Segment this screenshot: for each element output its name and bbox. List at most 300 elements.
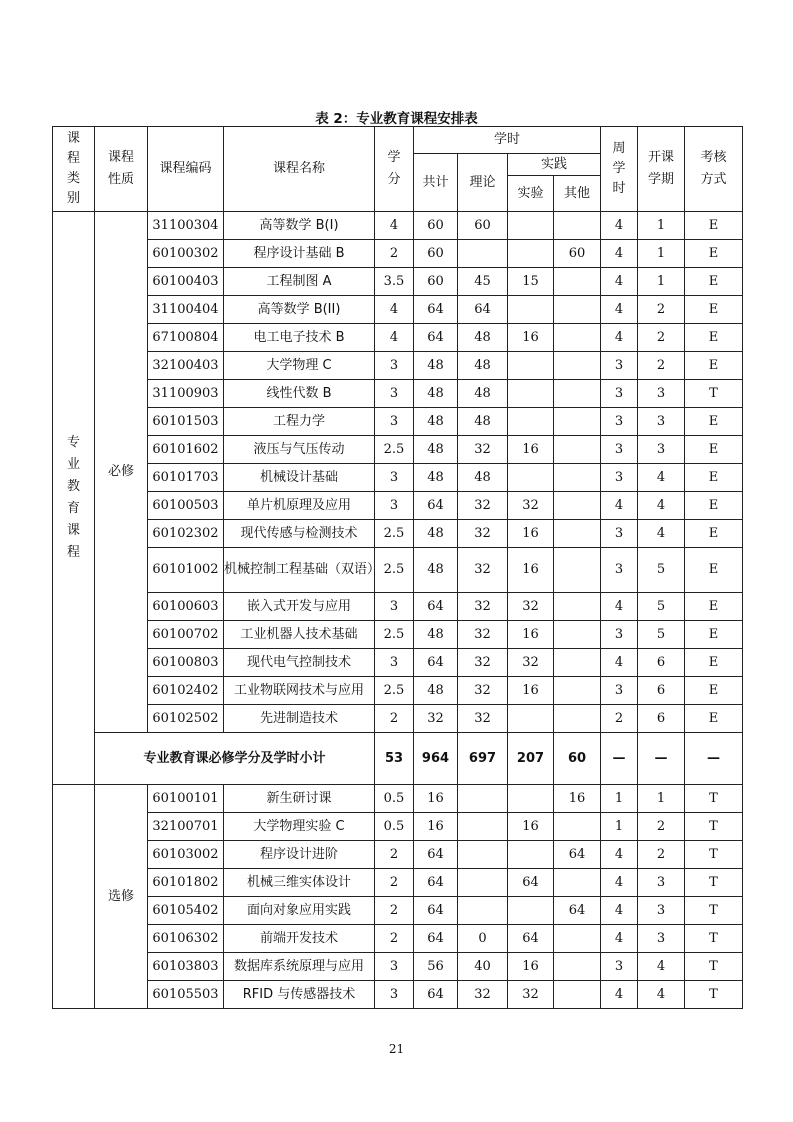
table-row [53,677,743,705]
cell-code: 32100403 [148,352,224,380]
cell-semester: 5 [638,548,685,593]
cell-other [554,548,601,593]
cell-weekly: 4 [601,897,638,925]
table-row [53,981,743,1009]
cell-total: 64 [414,324,458,352]
cell-credit: 3 [375,352,414,380]
cell-exam: E [685,352,743,380]
cell-total: 60 [414,212,458,240]
table-row [53,593,743,621]
cell-semester: 4 [638,953,685,981]
cell-weekly: 4 [601,268,638,296]
page-number: 21 [388,1042,405,1056]
cell-total: 48 [414,621,458,649]
cell-total: 48 [414,520,458,548]
table-row [53,841,743,869]
cell-other [554,408,601,436]
cell-semester: 4 [638,492,685,520]
cell-theory: 45 [458,268,508,296]
cell-weekly: 4 [601,649,638,677]
cell-theory: 32 [458,436,508,464]
cell-weekly: 3 [601,352,638,380]
cell-exam: E [685,649,743,677]
cell-total: 48 [414,436,458,464]
cell-credit: 0.5 [375,785,414,813]
cell-theory [458,897,508,925]
subtotal-weekly: — [601,733,638,785]
cell-experiment: 32 [508,593,554,621]
cell-other [554,593,601,621]
cell-code: 60105402 [148,897,224,925]
cell-code: 60100101 [148,785,224,813]
header-other: 其他 [554,176,601,212]
subtotal-row [53,733,743,785]
subtotal-theory: 697 [458,733,508,785]
cell-credit: 2 [375,897,414,925]
cell-name: 程序设计基础 B [224,240,375,268]
cell-credit: 0.5 [375,813,414,841]
cell-weekly: 4 [601,981,638,1009]
cell-exam: E [685,268,743,296]
cell-code: 60100803 [148,649,224,677]
cell-exam: E [685,464,743,492]
cell-semester: 4 [638,464,685,492]
cell-code: 60102302 [148,520,224,548]
cell-exam: T [685,841,743,869]
cell-theory: 48 [458,464,508,492]
cell-name: 机械控制工程基础（双语） [224,548,375,593]
cell-total: 48 [414,408,458,436]
cell-semester: 3 [638,925,685,953]
cell-theory: 32 [458,621,508,649]
cell-total: 64 [414,841,458,869]
cell-name: 大学物理实验 C [224,813,375,841]
cell-total: 48 [414,464,458,492]
cell-exam: E [685,548,743,593]
cell-experiment: 16 [508,520,554,548]
cell-weekly: 3 [601,677,638,705]
cell-code: 60102502 [148,705,224,733]
cell-other [554,813,601,841]
table-row [53,352,743,380]
cell-weekly: 4 [601,324,638,352]
cell-other [554,324,601,352]
cell-total: 64 [414,869,458,897]
cell-other [554,925,601,953]
cell-total: 48 [414,548,458,593]
subtotal-experiment: 207 [508,733,554,785]
cell-semester: 1 [638,240,685,268]
cell-weekly: 3 [601,621,638,649]
cell-other [554,869,601,897]
cell-total: 16 [414,785,458,813]
table-row [53,785,743,813]
cell-exam: E [685,492,743,520]
elective-nature-cell: 选修 [95,785,148,1009]
cell-credit: 4 [375,296,414,324]
table-row [53,621,743,649]
cell-exam: E [685,324,743,352]
cell-other [554,296,601,324]
cell-credit: 2.5 [375,677,414,705]
cell-code: 60106302 [148,925,224,953]
cell-theory: 60 [458,212,508,240]
cell-name: 液压与气压传动 [224,436,375,464]
cell-other [554,621,601,649]
cell-exam: T [685,953,743,981]
course-schedule-table [52,126,743,1009]
category-cell-continued [53,785,95,1009]
cell-exam: T [685,785,743,813]
cell-theory: 40 [458,953,508,981]
cell-weekly: 4 [601,841,638,869]
subtotal-semester: — [638,733,685,785]
cell-other [554,352,601,380]
header-practice-group: 实践 [508,154,601,176]
cell-experiment: 32 [508,492,554,520]
cell-name: 高等数学 B(II) [224,296,375,324]
cell-weekly: 3 [601,548,638,593]
cell-name: 工业物联网技术与应用 [224,677,375,705]
required-nature-cell: 必修 [95,212,148,733]
category-cell: 专 业 教 育 课 程 [53,212,95,785]
cell-name: 高等数学 B(I) [224,212,375,240]
cell-weekly: 3 [601,436,638,464]
cell-semester: 3 [638,380,685,408]
cell-total: 56 [414,953,458,981]
cell-other: 60 [554,240,601,268]
header-hours-group: 学时 [414,127,601,154]
table-row [53,380,743,408]
cell-theory [458,841,508,869]
cell-experiment [508,296,554,324]
cell-experiment: 16 [508,548,554,593]
header-exam: 考核 方式 [685,127,743,212]
cell-name: 线性代数 B [224,380,375,408]
cell-code: 31100304 [148,212,224,240]
cell-experiment: 16 [508,953,554,981]
cell-name: 机械设计基础 [224,464,375,492]
cell-name: 程序设计进阶 [224,841,375,869]
cell-code: 60105503 [148,981,224,1009]
cell-exam: T [685,813,743,841]
cell-credit: 2 [375,841,414,869]
cell-name: 工程制图 A [224,268,375,296]
cell-other [554,464,601,492]
cell-credit: 4 [375,324,414,352]
header-semester: 开课 学期 [638,127,685,212]
cell-experiment [508,240,554,268]
table-row [53,925,743,953]
table-row [53,897,743,925]
cell-weekly: 1 [601,813,638,841]
cell-total: 64 [414,981,458,1009]
header-total: 共计 [414,154,458,212]
cell-name: 嵌入式开发与应用 [224,593,375,621]
cell-other [554,436,601,464]
cell-theory: 32 [458,548,508,593]
cell-experiment [508,212,554,240]
cell-code: 60100603 [148,593,224,621]
cell-theory: 64 [458,296,508,324]
cell-theory: 32 [458,593,508,621]
header-weekly: 周 学 时 [601,127,638,212]
table-row [53,296,743,324]
cell-credit: 3 [375,380,414,408]
cell-experiment [508,705,554,733]
cell-experiment: 64 [508,925,554,953]
cell-code: 32100701 [148,813,224,841]
cell-experiment: 16 [508,621,554,649]
table-row [53,492,743,520]
cell-code: 60101503 [148,408,224,436]
cell-experiment: 16 [508,436,554,464]
cell-total: 48 [414,380,458,408]
cell-theory: 48 [458,324,508,352]
cell-weekly: 4 [601,492,638,520]
cell-experiment [508,464,554,492]
cell-exam: E [685,408,743,436]
cell-weekly: 4 [601,296,638,324]
cell-semester: 6 [638,705,685,733]
cell-other [554,380,601,408]
cell-exam: T [685,925,743,953]
cell-other [554,981,601,1009]
cell-code: 60102402 [148,677,224,705]
cell-total: 60 [414,268,458,296]
cell-theory: 48 [458,352,508,380]
cell-semester: 3 [638,408,685,436]
cell-exam: T [685,897,743,925]
cell-theory: 48 [458,408,508,436]
table-body [53,212,743,1009]
cell-exam: E [685,240,743,268]
subtotal-exam: — [685,733,743,785]
cell-total: 64 [414,925,458,953]
cell-total: 64 [414,897,458,925]
cell-total: 32 [414,705,458,733]
cell-experiment [508,897,554,925]
cell-theory: 48 [458,380,508,408]
cell-weekly: 4 [601,212,638,240]
table-row [53,869,743,897]
cell-weekly: 3 [601,380,638,408]
cell-theory [458,785,508,813]
cell-theory: 32 [458,520,508,548]
cell-total: 64 [414,492,458,520]
cell-weekly: 2 [601,705,638,733]
cell-total: 64 [414,649,458,677]
cell-name: 数据库系统原理与应用 [224,953,375,981]
cell-code: 60100702 [148,621,224,649]
cell-credit: 3.5 [375,268,414,296]
cell-experiment: 16 [508,677,554,705]
cell-code: 60100302 [148,240,224,268]
cell-semester: 2 [638,352,685,380]
cell-name: 现代电气控制技术 [224,649,375,677]
header-category: 课 程 类 别 [53,127,95,212]
table-row [53,649,743,677]
cell-code: 60103002 [148,841,224,869]
cell-theory: 32 [458,677,508,705]
table-row [53,240,743,268]
cell-semester: 2 [638,324,685,352]
header-code: 课程编码 [148,127,224,212]
subtotal-total: 964 [414,733,458,785]
cell-theory: 32 [458,705,508,733]
cell-other [554,953,601,981]
cell-code: 60103803 [148,953,224,981]
table-row [53,408,743,436]
cell-experiment: 32 [508,981,554,1009]
cell-credit: 3 [375,492,414,520]
cell-experiment [508,408,554,436]
cell-weekly: 4 [601,593,638,621]
cell-credit: 4 [375,212,414,240]
cell-total: 60 [414,240,458,268]
cell-semester: 6 [638,677,685,705]
cell-other: 64 [554,841,601,869]
cell-semester: 4 [638,520,685,548]
cell-code: 31100404 [148,296,224,324]
cell-weekly: 3 [601,953,638,981]
cell-weekly: 4 [601,925,638,953]
header-theory: 理论 [458,154,508,212]
header-credit: 学 分 [375,127,414,212]
cell-theory: 32 [458,492,508,520]
cell-credit: 2.5 [375,621,414,649]
header-nature: 课程 性质 [95,127,148,212]
cell-theory: 0 [458,925,508,953]
cell-experiment [508,380,554,408]
cell-exam: T [685,380,743,408]
cell-name: 工程力学 [224,408,375,436]
cell-code: 60101802 [148,869,224,897]
cell-experiment: 16 [508,324,554,352]
table-row [53,212,743,240]
cell-semester: 5 [638,593,685,621]
cell-name: 电工电子技术 B [224,324,375,352]
cell-experiment [508,352,554,380]
table-row [53,268,743,296]
cell-semester: 3 [638,436,685,464]
cell-exam: E [685,593,743,621]
cell-weekly: 3 [601,408,638,436]
cell-name: 新生研讨课 [224,785,375,813]
cell-semester: 1 [638,212,685,240]
cell-other [554,677,601,705]
cell-theory: 32 [458,981,508,1009]
cell-other: 64 [554,897,601,925]
cell-semester: 6 [638,649,685,677]
cell-semester: 3 [638,869,685,897]
table-row [53,813,743,841]
cell-name: 大学物理 C [224,352,375,380]
cell-other [554,268,601,296]
cell-code: 60100403 [148,268,224,296]
cell-other [554,492,601,520]
cell-code: 67100804 [148,324,224,352]
cell-exam: E [685,705,743,733]
cell-credit: 3 [375,464,414,492]
cell-other [554,705,601,733]
table-row [53,548,743,593]
cell-exam: E [685,296,743,324]
cell-semester: 4 [638,981,685,1009]
cell-name: 面向对象应用实践 [224,897,375,925]
cell-theory: 32 [458,649,508,677]
cell-experiment [508,785,554,813]
cell-credit: 2.5 [375,436,414,464]
cell-semester: 2 [638,841,685,869]
subtotal-other: 60 [554,733,601,785]
cell-total: 16 [414,813,458,841]
cell-total: 48 [414,352,458,380]
cell-credit: 3 [375,593,414,621]
cell-exam: T [685,869,743,897]
header-experiment: 实验 [508,176,554,212]
cell-code: 60101002 [148,548,224,593]
table-row [53,705,743,733]
cell-other [554,212,601,240]
cell-credit: 2 [375,705,414,733]
cell-experiment: 15 [508,268,554,296]
cell-code: 60100503 [148,492,224,520]
cell-name: 先进制造技术 [224,705,375,733]
cell-semester: 1 [638,785,685,813]
cell-name: 工业机器人技术基础 [224,621,375,649]
cell-other [554,649,601,677]
cell-semester: 2 [638,296,685,324]
cell-credit: 2 [375,869,414,897]
cell-experiment [508,841,554,869]
cell-name: 机械三维实体设计 [224,869,375,897]
cell-name: 单片机原理及应用 [224,492,375,520]
cell-weekly: 3 [601,464,638,492]
cell-theory [458,240,508,268]
cell-name: 现代传感与检测技术 [224,520,375,548]
cell-exam: E [685,436,743,464]
cell-exam: T [685,981,743,1009]
cell-credit: 3 [375,408,414,436]
table-row [53,464,743,492]
cell-credit: 2.5 [375,520,414,548]
cell-experiment: 64 [508,869,554,897]
table-title: 表 2：专业教育课程安排表 [315,111,478,127]
cell-credit: 2.5 [375,548,414,593]
table-row [53,324,743,352]
cell-credit: 3 [375,649,414,677]
table-row [53,520,743,548]
cell-name: RFID 与传感器技术 [224,981,375,1009]
cell-experiment: 32 [508,649,554,677]
table-row [53,953,743,981]
cell-semester: 5 [638,621,685,649]
cell-semester: 2 [638,813,685,841]
cell-code: 60101602 [148,436,224,464]
cell-experiment: 16 [508,813,554,841]
cell-weekly: 4 [601,869,638,897]
cell-credit: 2 [375,240,414,268]
cell-code: 31100903 [148,380,224,408]
cell-weekly: 3 [601,520,638,548]
cell-weekly: 1 [601,785,638,813]
subtotal-credit: 53 [375,733,414,785]
cell-credit: 3 [375,953,414,981]
cell-total: 64 [414,296,458,324]
header-name: 课程名称 [224,127,375,212]
cell-code: 60101703 [148,464,224,492]
